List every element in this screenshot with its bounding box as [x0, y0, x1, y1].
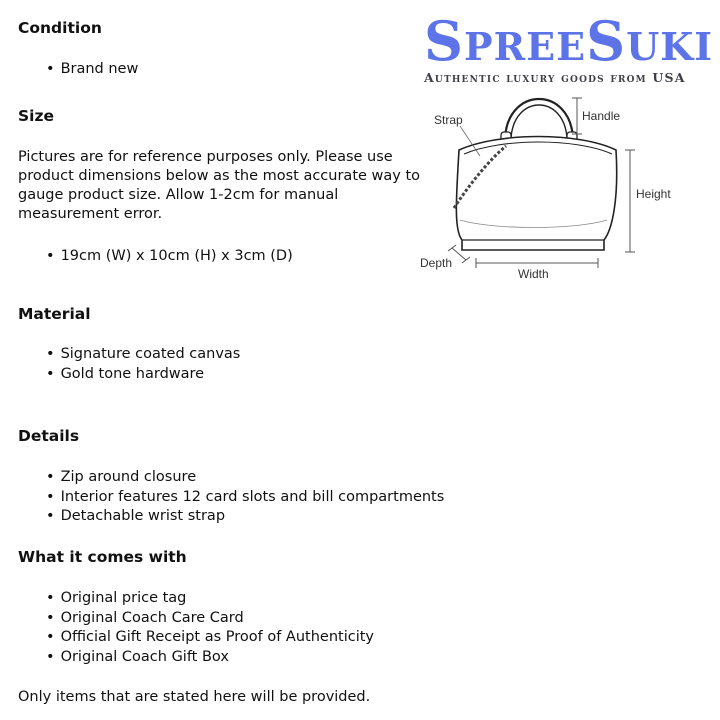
size-list [46, 247, 293, 267]
size-heading: Size [18, 107, 55, 125]
list-item: • Official Gift Receipt as Proof of Authenticity [46, 628, 374, 648]
logo-tagline: Authentic luxury goods from USA [424, 70, 686, 85]
details-list [46, 468, 444, 527]
size-description-line: product dimensions below as the most accurate way to [18, 168, 421, 184]
list-item: • Original Coach Gift Box [46, 648, 374, 668]
label-height: Height [636, 187, 671, 201]
material-list [46, 345, 240, 384]
footer-note: Only items that are stated here will be provided. [18, 689, 371, 705]
list-item: • Detachable wrist strap [46, 507, 444, 527]
details-heading: Details [18, 427, 80, 445]
list-item: • Original price tag [46, 589, 374, 609]
list-item: • Brand new [46, 60, 138, 80]
size-description-line: measurement error. [18, 206, 163, 222]
list-item: • Zip around closure [46, 468, 444, 488]
list-item: • Gold tone hardware [46, 365, 240, 385]
label-depth: Depth [420, 256, 453, 270]
size-description-line: gauge product size. Allow 1-2cm for manual [18, 187, 339, 203]
size-description-line: Pictures are for reference purposes only. Please use [18, 149, 393, 165]
label-width: Width [518, 267, 549, 281]
condition-heading: Condition [18, 19, 102, 37]
list-item: • Original Coach Care Card [46, 609, 374, 629]
list-item: • Interior features 12 card slots and bill compartments [46, 488, 444, 508]
list-item: • Signature coated canvas [46, 345, 240, 365]
material-heading: Material [18, 305, 91, 323]
comes-with-list [46, 589, 374, 667]
comes-with-heading: What it comes with [18, 548, 187, 566]
logo-title: SpreeSuki [424, 9, 714, 73]
label-handle: Handle [582, 109, 621, 123]
list-item: • 19cm (W) x 10cm (H) x 3cm (D) [46, 247, 293, 267]
brand-logo [424, 9, 716, 85]
size-description [18, 148, 420, 224]
bag-measurement-diagram [414, 90, 680, 286]
condition-list [46, 60, 138, 80]
label-strap: Strap [434, 113, 463, 127]
